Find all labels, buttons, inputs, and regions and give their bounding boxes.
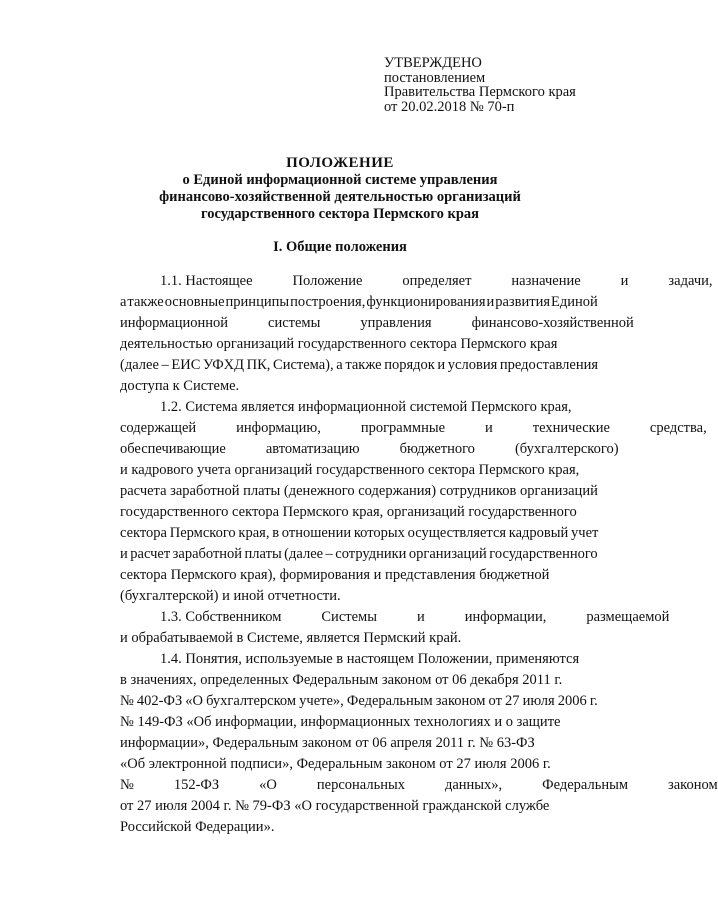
paragraph-line: деятельностью организаций государственного сектора Пермского края	[120, 336, 558, 352]
paragraph-line	[80, 775, 718, 796]
word: задачи,	[668, 273, 713, 289]
word: информацию,	[236, 420, 321, 436]
paragraph-line: и кадрового учета организаций государственного сектора Пермского края,	[120, 462, 580, 478]
word: системы	[268, 315, 321, 331]
word: законом	[668, 777, 718, 793]
word: средства,	[649, 420, 707, 436]
word: содержащей	[120, 420, 197, 436]
word: данных»,	[444, 777, 503, 793]
paragraph-line: а также основные принципы построения, функционирования и развития Единой	[120, 294, 598, 310]
word: финансово-хозяйственной	[471, 315, 634, 331]
word: Федеральным	[542, 777, 629, 793]
word: №	[120, 777, 134, 793]
word: назначение	[511, 273, 581, 289]
word: и	[620, 273, 629, 289]
paragraph-line: расчета заработной платы (денежного содержания) сотрудников организаций	[120, 483, 598, 499]
paragraph-line: Российской Федерации».	[120, 819, 275, 835]
document-title	[90, 154, 590, 223]
paragraph-1-4	[80, 649, 718, 838]
approval-government: Правительства Пермского края	[384, 84, 576, 100]
word: информации,	[464, 609, 547, 625]
paragraph-line: от 27 июля 2004 г. № 79-ФЗ «О государственной гражданской службе	[120, 798, 550, 814]
word: 1.1. Настоящее	[160, 273, 253, 289]
word: 152-ФЗ	[173, 777, 220, 793]
word: обеспечивающие	[120, 441, 226, 457]
word: и	[485, 420, 493, 436]
word: персональных	[316, 777, 405, 793]
paragraph-line: № 149-ФЗ «Об информации, информационных технологиях и о защите	[120, 714, 561, 730]
approval-resolution: постановлением	[384, 69, 486, 86]
approval-approved: УТВЕРЖДЕНО	[384, 55, 482, 71]
word: определяет	[402, 273, 472, 289]
paragraph-line: доступа к Системе.	[120, 378, 240, 394]
paragraph-line: (далее – ЕИС УФХД ПК, Система), а также порядок и условия предоставления	[120, 357, 599, 373]
word: программные	[360, 420, 446, 436]
word: (бухгалтерского)	[514, 441, 619, 457]
paragraph-line	[80, 313, 634, 334]
paragraph-line: и расчет заработной платы (далее – сотрудники организаций государственного	[120, 546, 598, 562]
paragraph-line	[80, 607, 670, 628]
word: бюджетного	[399, 441, 475, 457]
word: и	[416, 609, 425, 625]
word: технические	[532, 420, 610, 436]
paragraph-line: сектора Пермского края, в отношении которых осуществляется кадровый учет	[120, 525, 599, 541]
paragraph-line	[80, 439, 619, 460]
title-subtitle-line-3: государственного сектора Пермского края	[200, 206, 479, 222]
paragraph-line: (бухгалтерской) и иной отчетности.	[120, 588, 341, 604]
word: управления	[360, 315, 432, 331]
word: Положение	[292, 273, 363, 289]
paragraph-line: в значениях, определенных Федеральным законом от 06 декабря 2011 г.	[120, 672, 563, 688]
approval-date-number: от 20.02.2018 № 70-п	[384, 98, 515, 115]
paragraph-1-3	[80, 607, 670, 649]
paragraph-line: и обрабатываемой в Системе, является Пермский край.	[120, 630, 462, 646]
paragraph-line: № 402-ФЗ «О бухгалтерском учете», Федеральным законом от 27 июля 2006 г.	[120, 693, 598, 709]
paragraph-line: «Об электронной подписи», Федеральным законом от 27 июля 2006 г.	[120, 756, 551, 772]
word: информационной	[120, 315, 229, 331]
paragraph-line: 1.2. Система является информационной системой Пермского края,	[160, 399, 572, 415]
paragraph-1-1	[80, 271, 713, 397]
approval-stamp	[384, 56, 576, 114]
paragraph-line	[80, 271, 713, 292]
paragraph-1-2	[80, 397, 707, 607]
paragraph-line: государственного сектора Пермского края, организаций государственного	[120, 504, 577, 520]
title-main: ПОЛОЖЕНИЕ	[286, 155, 394, 171]
title-subtitle-line-2: финансово-хозяйственной деятельностью организаций	[159, 189, 521, 205]
word: размещаемой	[586, 609, 670, 625]
section-heading: I. Общие положения	[273, 239, 407, 255]
document-body	[80, 271, 718, 838]
title-subtitle-line-1: о Единой информационной системе управления	[182, 172, 498, 188]
paragraph-line: 1.4. Понятия, используемые в настоящем Положении, применяются	[160, 651, 580, 667]
paragraph-line: сектора Пермского края), формирования и представления бюджетной	[120, 567, 550, 583]
word: «О	[259, 777, 277, 793]
paragraph-line: информации», Федеральным законом от 06 апреля 2011 г. № 63-ФЗ	[120, 735, 535, 751]
paragraph-line	[80, 418, 707, 439]
word: автоматизацию	[265, 441, 360, 457]
word: Системы	[321, 609, 377, 625]
word: 1.3. Собственником	[160, 609, 282, 625]
